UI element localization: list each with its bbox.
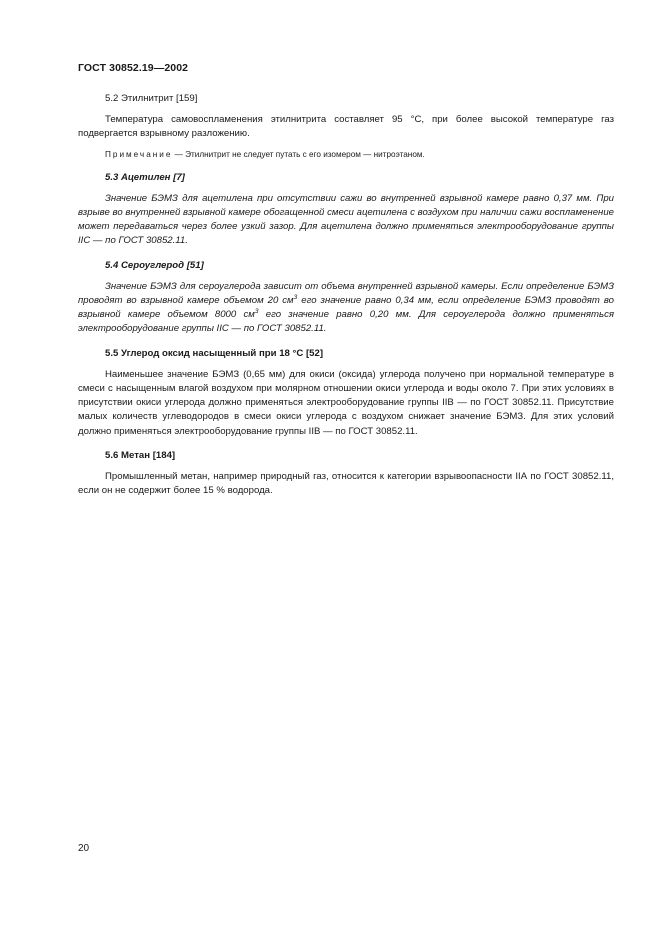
section-5-6-heading: 5.6 Метан [184] (105, 449, 176, 461)
s54-text-1: Значение БЭМЗ для сероуглерода зависит от объема внутренней взрывной камеры. Если определение БЭМЗ проводят во взрывной камере объемом 20 см (78, 280, 614, 307)
s54-text-3: его значение равно 0,20 мм. Для сероуглерода должно применяться электрооборудование группы IIС — по ГОСТ 30852.11. (78, 309, 614, 335)
section-5-2-note (78, 149, 614, 161)
page-number: 20 (78, 843, 90, 854)
s54-sup-2: 3 (254, 308, 259, 316)
note-label: Примечание (105, 149, 173, 159)
s54-sup-1: 3 (293, 293, 298, 301)
document-header: ГОСТ 30852.19—2002 (78, 62, 189, 74)
section-5-4-heading: 5.4 Сероуглерод [51] (105, 259, 204, 271)
section-5-4-paragraph (78, 280, 614, 337)
document-body (78, 92, 614, 498)
section-5-2-heading: 5.2 Этилнитрит [159] (105, 93, 198, 104)
section-5-3-heading: 5.3 Ацетилен [7] (105, 171, 185, 183)
section-5-5-heading: 5.5 Углерод оксид насыщенный при 18 °С [52] (105, 347, 324, 359)
section-5-6-paragraph: Промышленный метан, например природный газ, относится к категории взрывоопасности IIА по ГОСТ 30852.11, если он не содержит более 15 % водорода. (78, 471, 614, 497)
section-5-3-paragraph: Значение БЭМЗ для ацетилена при отсутствии сажи во внутренней взрывной камере равно 0,37 мм. При взрыве во внутренней взрывной камере обогащенной смеси ацетилена с воздухом при наличии сажи воспламенение может передаваться через более узкий зазор. Для ацетилена должно применяться электрооборудование группы IIС — по ГОСТ 30852.11. (78, 192, 614, 247)
section-5-5-paragraph: Наименьшее значение БЭМЗ (0,65 мм) для окиси (оксида) углерода получено при нормальной температуре в смеси с насыщенным влагой воздухом при молярном отношении окиси углерода и воды около 7. При этих условиях в присутствии окиси углерода должно применяться электрооборудование группы IIВ — по ГОСТ 30852.11. Присутствие малых количеств углеводородов в смеси окиси углерода с воздухом снижает значение БЭМЗ. Для этих условий должно применяться электрооборудование группы IIВ — по ГОСТ 30852.11. (78, 368, 614, 437)
note-text: — Этилнитрит не следует путать с его изомером — нитроэтаном. (172, 149, 425, 159)
section-5-2-paragraph: Температура самовоспламенения этилнитрита составляет 95 °С, при более высокой температуре газ подвергается взрывному разложению. (78, 114, 614, 140)
s54-text-2: его значение равно 0,34 мм, если определение БЭМЗ проводят во взрывной камере объемом 8000 см (78, 295, 614, 321)
